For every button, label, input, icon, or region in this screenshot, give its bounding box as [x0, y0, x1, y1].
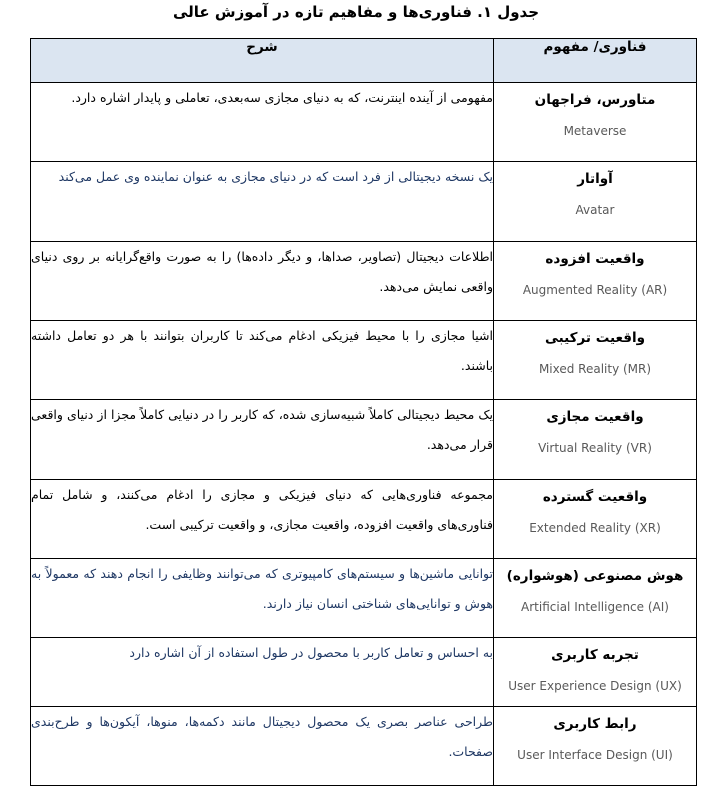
term-cell [494, 83, 697, 162]
table-row [31, 162, 697, 242]
term-persian: متاورس، فراجهان [534, 92, 656, 108]
term-persian: واقعیت مجازی [546, 409, 644, 425]
header-term: فناوری/ مفهوم [494, 39, 697, 83]
table-caption: جدول ۱. فناوری‌ها و مفاهیم تازه در آموزش عالی [172, 3, 540, 21]
term-cell [494, 162, 697, 242]
description-cell: طراحی عناصر بصری یک محصول دیجیتال مانند دکمه‌ها، منوها، آیکون‌ها و طرح‌بندی صفحات. [31, 707, 494, 786]
term-persian: واقعیت ترکیبی [545, 330, 645, 346]
term-english: Metaverse [563, 124, 627, 138]
header-description: شرح [31, 39, 494, 83]
table-row [31, 83, 697, 162]
description-cell: اطلاعات دیجیتال (تصاویر، صداها، و دیگر داده‌ها) را به صورت واقع‌گرایانه بر روی دنیای واقعی نمایش می‌دهد. [31, 242, 494, 321]
description-cell: توانایی ماشین‌ها و سیستم‌های کامپیوتری که می‌توانند وظایفی را انجام دهند که معمولاً به هوش و توانایی‌های شناختی انسان نیاز دارند. [31, 559, 494, 638]
term-english: Augmented Reality (AR) [522, 283, 668, 297]
term-persian: واقعیت افزوده [545, 251, 645, 267]
term-persian: واقعیت گسترده [542, 489, 648, 505]
term-cell [494, 638, 697, 707]
description-cell: یک محیط دیجیتالی کاملاً شبیه‌سازی شده، که کاربر را در دنیایی کاملاً مجزا از دنیای واقعی قرار می‌دهد. [31, 400, 494, 480]
term-persian: هوش مصنوعی (هوشواره) [506, 568, 684, 584]
table-row [31, 321, 697, 400]
table-row [31, 638, 697, 707]
term-english: Extended Reality (XR) [529, 521, 661, 535]
term-english: Artificial Intelligence (AI) [521, 600, 669, 614]
term-persian: آواتار [577, 171, 613, 187]
term-persian: تجربه کاربری [551, 647, 639, 663]
term-english: Virtual Reality (VR) [538, 441, 652, 455]
term-cell [494, 707, 697, 786]
concepts-table [30, 38, 697, 786]
term-english: Mixed Reality (MR) [538, 362, 652, 376]
table-header-row [31, 39, 697, 83]
table-row [31, 707, 697, 786]
table-row [31, 559, 697, 638]
description-cell: اشیا مجازی را با محیط فیزیکی ادغام می‌کند تا کاربران بتوانند با هر دو تعامل داشته باشند. [31, 321, 494, 400]
term-persian: رابط کاربری [553, 716, 637, 732]
description-cell: به احساس و تعامل کاربر با محصول در طول استفاده از آن اشاره دارد [31, 638, 494, 707]
table-row [31, 400, 697, 480]
table-row [31, 480, 697, 559]
term-english: User Interface Design (UI) [517, 748, 673, 762]
term-cell [494, 559, 697, 638]
table-row [31, 242, 697, 321]
description-cell: یک نسخه دیجیتالی از فرد است که در دنیای مجازی به عنوان نماینده وی عمل می‌کند [31, 162, 494, 242]
description-cell: مجموعه فناوری‌هایی که دنیای فیزیکی و مجازی را ادغام می‌کنند، و شامل تمام فناوری‌های واقعیت افزوده، واقعیت مجازی، و واقعیت ترکیبی است. [31, 480, 494, 559]
term-english: Avatar [575, 203, 615, 217]
term-cell [494, 321, 697, 400]
description-cell: مفهومی از آینده اینترنت، که به دنیای مجازی سه‌بعدی، تعاملی و پایدار اشاره دارد. [31, 83, 494, 162]
term-cell [494, 400, 697, 480]
term-english: User Experience Design (UX) [508, 679, 682, 693]
term-cell [494, 480, 697, 559]
term-cell [494, 242, 697, 321]
